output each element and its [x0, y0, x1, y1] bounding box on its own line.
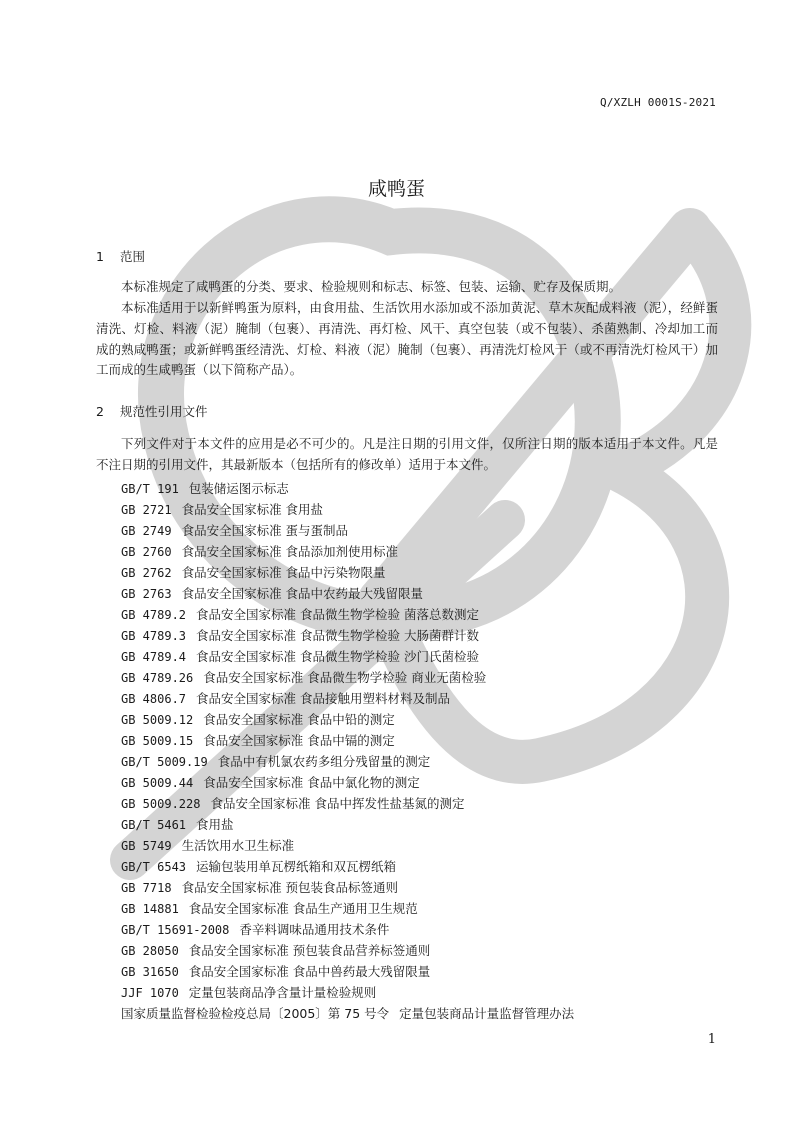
reference-item	[121, 751, 574, 772]
reference-item	[121, 520, 574, 541]
reference-title: 食品安全国家标准 食品生产通用卫生规范	[188, 901, 418, 916]
section-number: 1	[96, 249, 104, 264]
reference-title: 食品安全国家标准 食品中氯化物的测定	[203, 775, 420, 790]
reference-code: GB/T 5461	[121, 818, 187, 832]
reference-title: 包装储运图示标志	[188, 481, 289, 496]
reference-code: GB 5749	[121, 839, 172, 853]
reference-code: GB 2763	[121, 587, 172, 601]
reference-title: 生活饮用水卫生标准	[181, 838, 295, 853]
reference-code: GB 5009.15	[121, 734, 194, 748]
reference-title: 食品安全国家标准 食品中农药最大残留限量	[181, 586, 424, 601]
reference-code: GB 5009.228	[121, 797, 201, 811]
reference-item	[121, 730, 574, 751]
reference-title: 食品安全国家标准 食品中挥发性盐基氮的测定	[210, 796, 465, 811]
reference-code: GB/T 15691-2008	[121, 923, 230, 937]
reference-title: 食品安全国家标准 食品接触用塑料材料及制品	[196, 691, 451, 706]
reference-code: GB 4789.4	[121, 650, 187, 664]
scope-paragraph-1: 本标准规定了咸鸭蛋的分类、要求、检验规则和标志、标签、包装、运输、贮存及保质期。	[121, 279, 622, 294]
reference-title: 食品安全国家标准 食品中污染物限量	[181, 565, 386, 580]
reference-item	[121, 688, 574, 709]
reference-code: GB 7718	[121, 881, 172, 895]
reference-code: GB/T 6543	[121, 860, 187, 874]
reference-title: 食品安全国家标准 食品中铅的测定	[203, 712, 395, 727]
reference-code: GB 2762	[121, 566, 172, 580]
reference-title: 食品中有机氯农药多组分残留量的测定	[217, 754, 431, 769]
reference-item	[121, 982, 574, 1003]
reference-code: GB/T 191	[121, 482, 179, 496]
reference-item	[121, 541, 574, 562]
standard-code: Q/XZLH 0001S-2021	[600, 96, 716, 109]
reference-code: GB 4789.3	[121, 629, 187, 643]
reference-list	[121, 478, 574, 1024]
document-title: 咸鸭蛋	[367, 178, 425, 200]
reference-title: 食品安全国家标准 食品微生物学检验 沙门氏菌检验	[196, 649, 479, 664]
reference-title: 定量包装商品净含量计量检验规则	[188, 985, 377, 1000]
reference-title: 食品安全国家标准 食用盐	[181, 502, 324, 517]
reference-title: 食品安全国家标准 食品微生物学检验 菌落总数测定	[196, 607, 479, 622]
reference-title: 食品安全国家标准 预包装食品营养标签通则	[188, 943, 431, 958]
reference-title: 食品安全国家标准 食品添加剂使用标准	[181, 544, 399, 559]
reference-item	[121, 583, 574, 604]
reference-code: GB/T 5009.19	[121, 755, 208, 769]
reference-item	[121, 793, 574, 814]
reference-code: GB 2760	[121, 545, 172, 559]
reference-title: 食品安全国家标准 食品中兽药最大残留限量	[188, 964, 431, 979]
reference-item	[121, 898, 574, 919]
reference-item	[121, 961, 574, 982]
reference-title: 食品安全国家标准 食品微生物学检验 大肠菌群计数	[196, 628, 479, 643]
reference-title: 食用盐	[196, 817, 234, 832]
reference-item	[121, 625, 574, 646]
reference-item	[121, 709, 574, 730]
reference-item	[121, 919, 574, 940]
reference-code: 国家质量监督检验检疫总局〔2005〕第 75 号令	[121, 1006, 390, 1021]
section-title: 范围	[119, 249, 145, 264]
reference-item	[121, 772, 574, 793]
section-number: 2	[96, 404, 104, 419]
reference-item	[121, 562, 574, 583]
references-intro-paragraph: 下列文件对于本文件的应用是必不可少的。凡是注日期的引用文件，仅所注日期的版本适用于本文件。凡是不注日期的引用文件，其最新版本（包括所有的修改单）适用于本文件。	[96, 436, 718, 472]
reference-title: 香辛料调味品通用技术条件	[239, 922, 390, 937]
reference-item	[121, 667, 574, 688]
reference-item	[121, 499, 574, 520]
reference-code: GB 28050	[121, 944, 179, 958]
reference-title: 运输包装用单瓦楞纸箱和双瓦楞纸箱	[196, 859, 397, 874]
section-heading-scope	[96, 247, 145, 265]
scope-paragraph-2: 本标准适用于以新鲜鸭蛋为原料，由食用盐、生活饮用水添加或不添加黄泥、草木灰配成料液（泥），经鲜蛋清洗、灯检、料液（泥）腌制（包裹）、再清洗、再灯检、风干、真空包装（或不包装）、杀菌熟制、冷却加工而成的熟咸鸭蛋；或新鲜鸭蛋经清洗、灯检、料液（泥）腌制（包裹）、再清洗灯检风干（或不再清洗灯检风干）加工而成的生咸鸭蛋（以下简称产品）。	[96, 300, 718, 378]
reference-item	[121, 814, 574, 835]
reference-title: 定量包装商品计量监督管理办法	[399, 1006, 575, 1021]
reference-code: GB 4789.2	[121, 608, 187, 622]
reference-code: GB 14881	[121, 902, 179, 916]
reference-item	[121, 940, 574, 961]
page-number: 1	[707, 1032, 716, 1047]
reference-item	[121, 604, 574, 625]
reference-code: GB 2749	[121, 524, 172, 538]
reference-code: GB 31650	[121, 965, 179, 979]
reference-item	[121, 1003, 574, 1024]
reference-item	[121, 478, 574, 499]
reference-code: GB 2721	[121, 503, 172, 517]
reference-code: GB 5009.44	[121, 776, 194, 790]
section-title: 规范性引用文件	[119, 404, 208, 419]
reference-title: 食品安全国家标准 蛋与蛋制品	[181, 523, 349, 538]
section-heading-normative-references	[96, 402, 208, 420]
reference-code: GB 5009.12	[121, 713, 194, 727]
reference-title: 食品安全国家标准 食品微生物学检验 商业无菌检验	[203, 670, 487, 685]
reference-item	[121, 646, 574, 667]
reference-code: GB 4789.26	[121, 671, 194, 685]
reference-code: GB 4806.7	[121, 692, 187, 706]
reference-title: 食品安全国家标准 食品中镉的测定	[203, 733, 395, 748]
reference-item	[121, 856, 574, 877]
reference-code: JJF 1070	[121, 986, 179, 1000]
reference-title: 食品安全国家标准 预包装食品标签通则	[181, 880, 399, 895]
reference-item	[121, 877, 574, 898]
reference-item	[121, 835, 574, 856]
